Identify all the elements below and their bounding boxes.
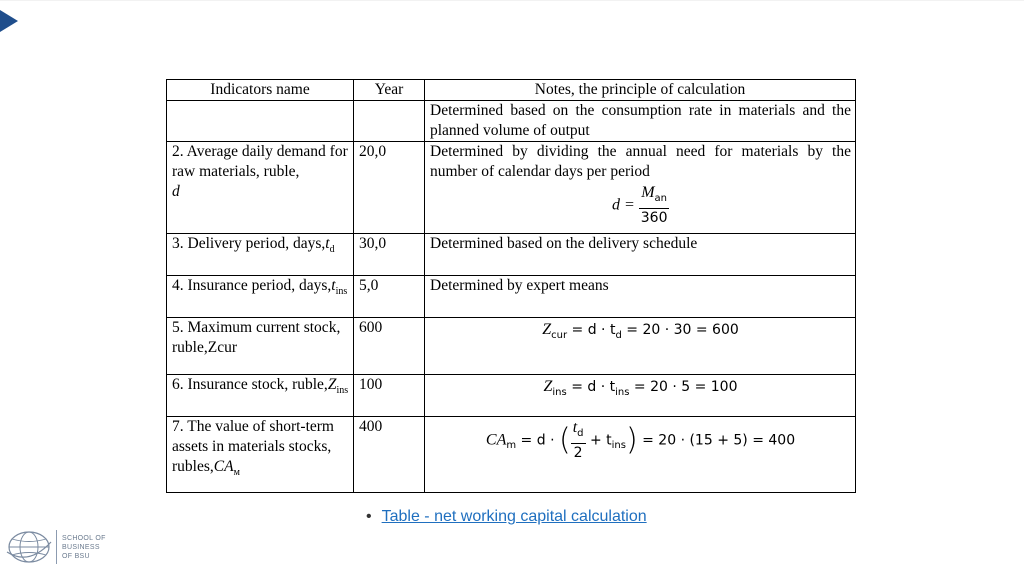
row7-formula bbox=[430, 417, 851, 462]
row7-formula-tail: = 20 · (15 + 5) = 400 bbox=[642, 432, 796, 449]
row7-formula-mid: = d · bbox=[520, 432, 555, 449]
row7-name-sub: м bbox=[233, 467, 240, 479]
row5-name: 5. Maximum current stock, ruble,Zcur bbox=[167, 318, 354, 375]
caption-bullet: • bbox=[366, 508, 372, 525]
table-header-row bbox=[167, 80, 856, 101]
row7-formula-rparen: ) bbox=[625, 422, 638, 458]
row2-name bbox=[167, 142, 354, 234]
row7-formula-lhs-sub: m bbox=[506, 440, 517, 452]
row5-formula-var: Z bbox=[542, 321, 552, 338]
row3-year: 30,0 bbox=[354, 234, 425, 276]
row6-formula-tail: = 20 · 5 = 100 bbox=[633, 379, 738, 395]
row2-formula-den: 360 bbox=[640, 209, 668, 226]
table-row bbox=[167, 318, 856, 375]
row7-name bbox=[167, 417, 354, 493]
row7-formula-lparen: ( bbox=[558, 422, 571, 458]
row1-name bbox=[167, 101, 354, 142]
row2-name-var: d bbox=[172, 183, 180, 200]
row7-formula-frac-num: t bbox=[572, 419, 578, 436]
row3-name-text: 3. Delivery period, days, bbox=[172, 235, 326, 252]
header-year: Year bbox=[354, 80, 425, 101]
row4-name-var: t bbox=[331, 277, 336, 294]
row6-formula-rest: = d · t bbox=[571, 379, 616, 395]
row7-formula-frac-den: 2 bbox=[573, 444, 583, 461]
row6-formula-var: Z bbox=[543, 378, 553, 395]
row7-formula-lhs: CA bbox=[485, 431, 507, 449]
row7-notes bbox=[425, 417, 856, 493]
globe-icon bbox=[6, 530, 52, 564]
row3-name-var: t bbox=[325, 235, 330, 252]
row5-formula bbox=[430, 318, 851, 346]
top-border-line bbox=[0, 0, 1024, 1]
row4-name-sub: ins bbox=[335, 286, 348, 298]
header-indicators-name: Indicators name bbox=[167, 80, 354, 101]
row5-year: 600 bbox=[354, 318, 425, 375]
table-row bbox=[167, 234, 856, 276]
logo-text bbox=[62, 534, 106, 561]
row2-formula-num-sub: an bbox=[654, 192, 668, 204]
row5-notes bbox=[425, 318, 856, 375]
row7-formula-plus: + t bbox=[589, 432, 612, 449]
row3-name bbox=[167, 234, 354, 276]
row5-formula-sub: cur bbox=[551, 329, 568, 341]
row7-formula-frac-num-sub: d bbox=[577, 427, 584, 439]
row7-year: 400 bbox=[354, 417, 425, 493]
table-row bbox=[167, 142, 856, 234]
row6-formula bbox=[430, 375, 851, 403]
row6-name-text: 6. Insurance stock, ruble, bbox=[172, 376, 328, 393]
row4-year: 5,0 bbox=[354, 276, 425, 318]
corner-arrow-icon bbox=[0, 10, 18, 32]
row6-name-var: Z bbox=[327, 376, 337, 393]
row3-notes: Determined based on the delivery schedule bbox=[425, 234, 856, 276]
row7-name-text: 7. The value of short-term assets in materials stocks, rubles, bbox=[172, 418, 334, 475]
row7-name-var: CA bbox=[213, 458, 234, 475]
table-row bbox=[167, 101, 856, 142]
row3-name-sub: d bbox=[329, 244, 335, 256]
header-notes: Notes, the principle of calculation bbox=[425, 80, 856, 101]
row5-formula-tail: = 20 · 30 = 600 bbox=[626, 322, 739, 338]
row5-formula-rest: = d · t bbox=[571, 322, 616, 338]
row2-formula bbox=[430, 182, 851, 227]
row7-formula-plus-sub: ins bbox=[611, 440, 626, 452]
row6-name-sub: ins bbox=[336, 385, 349, 397]
row5-formula-rest-sub: d bbox=[615, 329, 622, 341]
row6-notes bbox=[425, 375, 856, 417]
row2-formula-fraction bbox=[639, 184, 669, 227]
logo-line3: OF BSU bbox=[62, 552, 90, 560]
caption-link[interactable]: Table - net working capital calculation bbox=[381, 508, 647, 525]
logo-line2: BUSINESS bbox=[62, 543, 100, 551]
calculation-table bbox=[166, 79, 856, 493]
logo-line1: SCHOOL OF bbox=[62, 534, 106, 542]
row2-name-text: 2. Average daily demand for raw materials, ruble, bbox=[172, 143, 348, 180]
row2-notes-text: Determined by dividing the annual need for materials by the number of calendar days per period bbox=[430, 143, 851, 180]
row6-year: 100 bbox=[354, 375, 425, 417]
row4-notes: Determined by expert means bbox=[425, 276, 856, 318]
table-row bbox=[167, 375, 856, 417]
table-row bbox=[167, 417, 856, 493]
row6-formula-sub: ins bbox=[552, 386, 567, 398]
row6-name bbox=[167, 375, 354, 417]
row4-name bbox=[167, 276, 354, 318]
row7-formula-fraction bbox=[571, 419, 586, 462]
row2-notes bbox=[425, 142, 856, 234]
row2-formula-lhs: d = bbox=[611, 196, 635, 214]
table-caption bbox=[366, 508, 647, 526]
row4-name-text: 4. Insurance period, days, bbox=[172, 277, 332, 294]
row1-year bbox=[354, 101, 425, 142]
school-logo bbox=[6, 530, 106, 564]
row2-formula-num: M bbox=[641, 184, 655, 201]
logo-divider bbox=[56, 530, 57, 564]
row6-formula-rest-sub: ins bbox=[615, 386, 630, 398]
row1-notes: Determined based on the consumption rate in materials and the planned volume of output bbox=[425, 101, 856, 142]
table-row bbox=[167, 276, 856, 318]
row2-year: 20,0 bbox=[354, 142, 425, 234]
